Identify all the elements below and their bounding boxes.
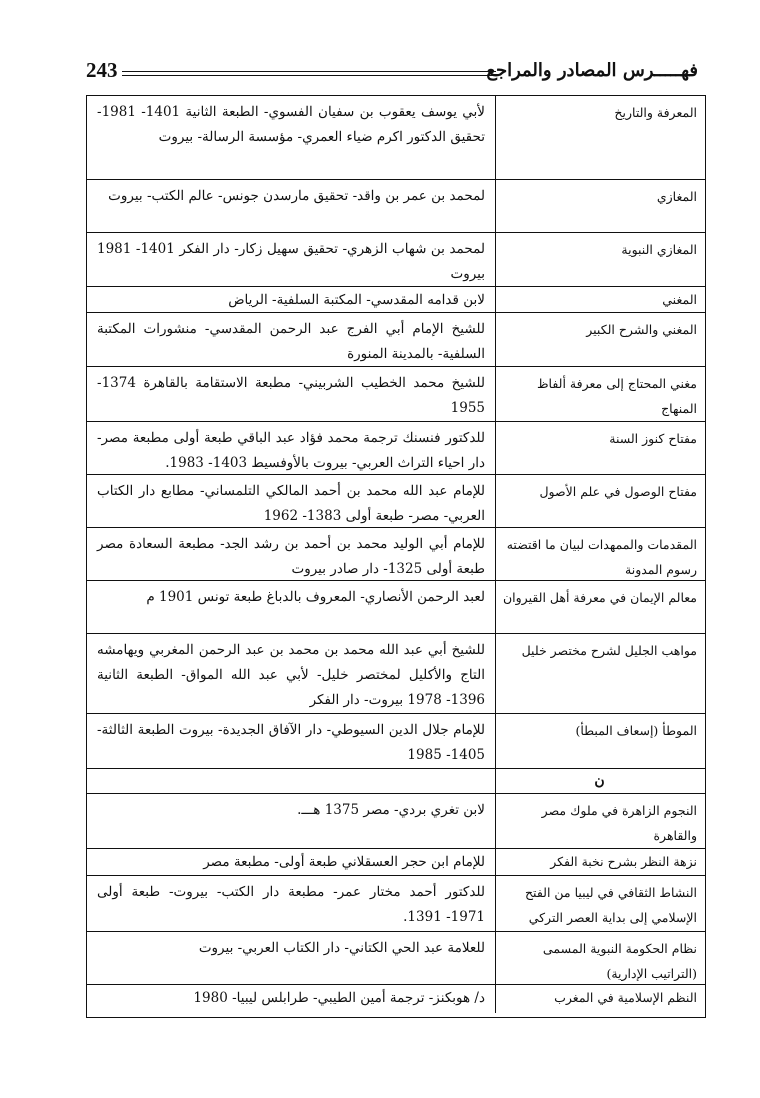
subject-cell: مفتاح الوصول في علم الأصول bbox=[495, 475, 705, 527]
header-rule bbox=[122, 71, 496, 76]
table-row bbox=[87, 96, 705, 180]
subject-cell: مفتاح كنوز السنة bbox=[495, 422, 705, 474]
table-row bbox=[87, 849, 705, 876]
reference-cell: لمحمد بن شهاب الزهري- تحقيق سهيل زكار- دار الفكر 1401- 1981 بيروت bbox=[97, 241, 485, 282]
subject-cell: المغازي النبوية bbox=[495, 233, 705, 286]
table-row bbox=[87, 233, 705, 287]
header-title: فهـــــرس المصادر والمراجع bbox=[486, 60, 698, 81]
reference-cell: للشيخ الإمام أبي الفرج عبد الرحمن المقدسي- منشورات المكتبة السلفية- بالمدينة المنورة bbox=[97, 321, 485, 362]
reference-cell: للدكتور فنسنك ترجمة محمد فؤاد عبد الباقي طبعة أولى مطبعة مصر- دار احياء التراث العربي- بيروت بالأوفسيط 1403- 1983. bbox=[97, 430, 485, 471]
reference-cell: لأبي يوسف يعقوب بن سفيان الفسوي- الطبعة الثانية 1401- 1981- تحقيق الدكتور اكرم ضياء العمري- مؤسسة الرسالة- بيروت bbox=[97, 104, 485, 145]
reference-cell bbox=[87, 769, 495, 793]
table-row bbox=[87, 528, 705, 581]
subject-cell: مواهب الجليل لشرح مختصر خليل bbox=[495, 634, 705, 713]
reference-cell: للإمام أبي الوليد محمد بن أحمد بن رشد الجد- مطبعة السعادة مصر طبعة أولى 1325- دار صادر بيروت bbox=[97, 536, 485, 577]
subject-cell: الموطأ (إسعاف المبطأ) bbox=[495, 714, 705, 768]
reference-cell: لعبد الرحمن الأنصاري- المعروف بالدباغ طبعة تونس 1901 م bbox=[146, 589, 485, 605]
reference-cell: لابن تغري بردي- مصر 1375 هـــ. bbox=[297, 802, 485, 818]
reference-cell: د/ هوبكنز- ترجمة أمين الطيبي- طرابلس ليبيا- 1980 bbox=[193, 990, 485, 1006]
section-heading-row bbox=[87, 769, 705, 794]
table-row bbox=[87, 932, 705, 985]
subject-cell: النشاط الثقافي في ليبيا من الفتح الإسلامي إلى بداية العصر التركي bbox=[495, 876, 705, 931]
table-row bbox=[87, 475, 705, 528]
reference-cell: للإمام ابن حجر العسقلاني طبعة أولى- مطبعة مصر bbox=[203, 854, 485, 870]
section-letter: ن bbox=[495, 769, 705, 793]
table-row bbox=[87, 422, 705, 475]
subject-cell: النظم الإسلامية في المغرب bbox=[495, 985, 705, 1013]
table-row bbox=[87, 287, 705, 313]
reference-cell: للإمام جلال الدين السيوطي- دار الآفاق الجديدة- بيروت الطبعة الثالثة- 1405- 1985 bbox=[97, 722, 485, 763]
table-row bbox=[87, 876, 705, 932]
subject-cell: النجوم الزاهرة في ملوك مصر والقاهرة bbox=[495, 794, 705, 848]
reference-cell: لابن قدامه المقدسي- المكتبة السلفية- الرياض bbox=[228, 292, 485, 308]
subject-cell: مغني المحتاج إلى معرفة ألفاظ المنهاج bbox=[495, 367, 705, 421]
reference-cell: للشيخ محمد الخطيب الشربيني- مطبعة الاستقامة بالقاهرة 1374- 1955 bbox=[97, 375, 485, 416]
table-row bbox=[87, 985, 705, 1013]
references-table bbox=[86, 95, 706, 1018]
page-number: 243 bbox=[86, 58, 118, 82]
subject-cell: المغني bbox=[495, 287, 705, 312]
table-row bbox=[87, 714, 705, 769]
reference-cell: للدكتور أحمد مختار عمر- مطبعة دار الكتب- بيروت- طبعة أولى 1971- 1391. bbox=[97, 884, 485, 925]
subject-cell: المعرفة والتاريخ bbox=[495, 96, 705, 179]
subject-cell: معالم الإيمان في معرفة أهل القيروان bbox=[495, 581, 705, 633]
subject-cell: نظام الحكومة النبوية المسمى (التراتيب الإدارية) bbox=[495, 932, 705, 984]
reference-cell: لمحمد بن عمر بن واقد- تحقيق مارسدن جونس- عالم الكتب- بيروت bbox=[108, 188, 485, 204]
subject-cell: نزهة النظر بشرح نخبة الفكر bbox=[495, 849, 705, 875]
subject-cell: المغني والشرح الكبير bbox=[495, 313, 705, 366]
subject-cell: المقدمات والممهدات لبيان ما اقتضته رسوم المدونة bbox=[495, 528, 705, 580]
table-row bbox=[87, 313, 705, 367]
reference-cell: للإمام عبد الله محمد بن أحمد المالكي التلمساني- مطابع دار الكتاب العربي- مصر- طبعة أولى 1383- 1962 bbox=[97, 483, 485, 524]
reference-cell: للعلامة عبد الحي الكتاني- دار الكتاب العربي- بيروت bbox=[198, 940, 485, 956]
table-row bbox=[87, 794, 705, 849]
subject-cell: المغازي bbox=[495, 180, 705, 232]
table-row bbox=[87, 367, 705, 422]
reference-cell: للشيخ أبي عبد الله محمد بن محمد بن عبد الرحمن المغربي ويهامشه التاج والأكليل لمختصر خليل- لأبي عبد الله المواق- الطبعة الثانية 1396- 1978 بيروت- دار الفكر bbox=[97, 642, 485, 708]
table-row bbox=[87, 180, 705, 233]
table-row bbox=[87, 634, 705, 714]
table-row bbox=[87, 581, 705, 634]
page-header bbox=[86, 58, 706, 92]
